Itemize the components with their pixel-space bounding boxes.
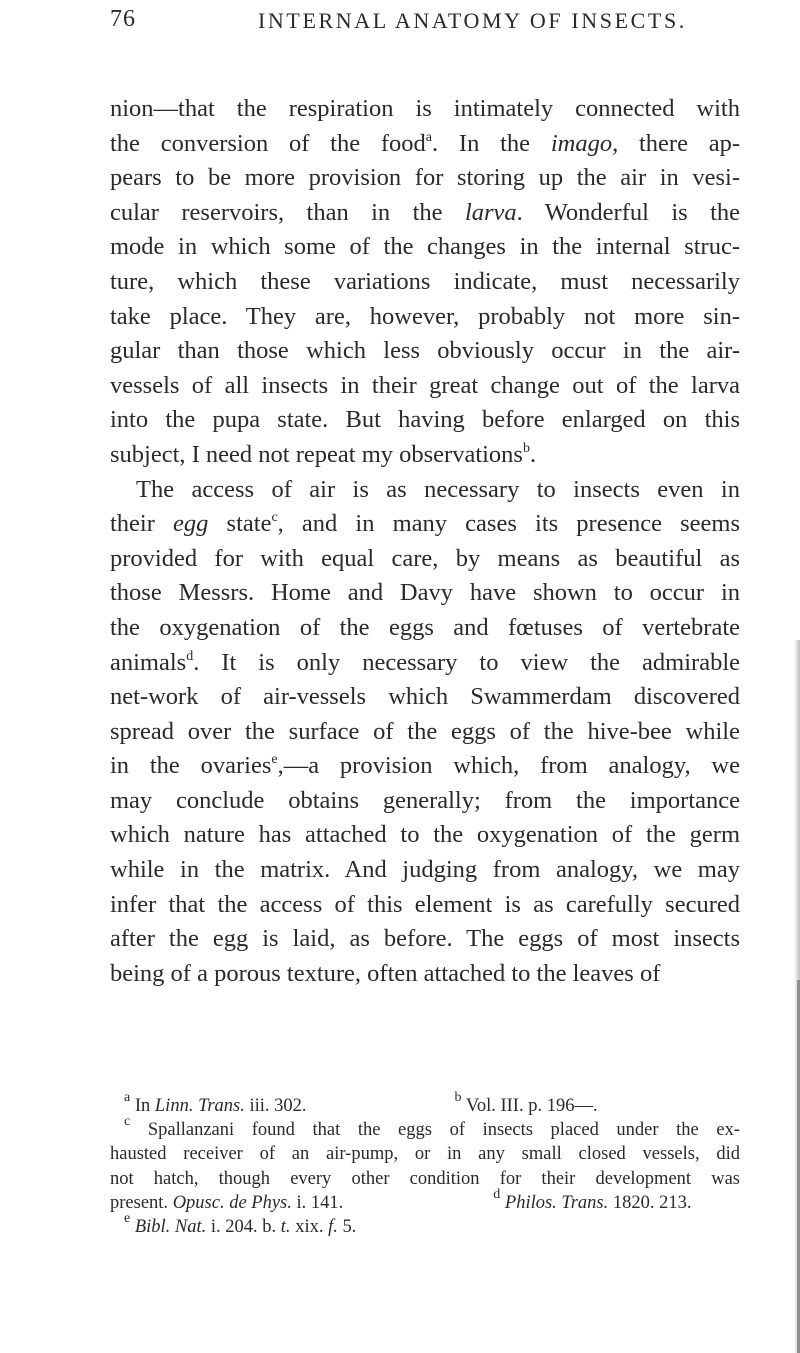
body-line: net-work of air-vessels which Swammerdam discovered (110, 683, 740, 711)
body-line: being of a porous texture, often attached to the leaves of (110, 959, 661, 987)
footnote-e: $^e$ Bibl. Nat. i. 204. b. t. xix. f. 5. (124, 1210, 357, 1237)
footnote-ref[interactable]: a (425, 129, 433, 145)
footnote-c-line: not hatch, though every other condition for their development was (110, 1168, 740, 1189)
body-line: which nature has attached to the oxygenation of the germ (110, 821, 740, 849)
body-line: may conclude obtains generally; from the importance (110, 786, 740, 814)
running-head (110, 6, 730, 46)
body-line: cular reservoirs, than in the larva. Wonderful is the (110, 198, 741, 226)
body-line: spread over the surface of the eggs of the hive-bee while (110, 717, 740, 745)
body-line: those Messrs. Home and Davy have shown to occur in (110, 579, 740, 607)
footnote-c-line: hausted receiver of an air-pump, or in any small closed vessels, did (110, 1144, 740, 1165)
body-line: after the egg is laid, as before. The eggs of most insects (110, 925, 740, 953)
footnote-a-b: $^a$ In Linn. Trans. iii. 302. $^b$ Vol. III. p. 196—. (124, 1090, 598, 1116)
body-line: the conversion of the food$^a$. In the imago, there ap- (110, 129, 741, 157)
body-line: mode in which some of the changes in the internal struc- (110, 233, 740, 261)
footnote-ref[interactable]: c (271, 510, 278, 526)
body-line: subject, I need not repeat my observations$^b$. (110, 440, 537, 468)
footnote-ref[interactable]: e (271, 752, 278, 768)
body-line: infer that the access of this element is as carefully secured (110, 890, 740, 918)
footnote-c-d: present. Opusc. de Phys. i. 141. $^d$ Philos. Trans. 1820. 213. (110, 1186, 692, 1213)
running-title: INTERNAL ANATOMY OF INSECTS. (258, 8, 687, 33)
body-line: vessels of all insects in their great change out of the larva (110, 371, 740, 399)
body-line: take place. They are, however, probably not more sin- (110, 302, 740, 330)
body-line: the oxygenation of the eggs and fœtuses of vertebrate (110, 613, 740, 641)
body-line: The access of air is as necessary to insects even in (136, 475, 740, 503)
body-line: into the pupa state. But having before enlarged on this (110, 406, 740, 434)
body-line: in the ovaries$^e$,—a provision which, from analogy, we (110, 752, 740, 780)
page-number: 76 (110, 6, 136, 32)
body-line: ture, which these variations indicate, must necessarily (110, 267, 740, 295)
footnote-ref[interactable]: d (186, 648, 194, 664)
body-line: animals$^d$. It is only necessary to view the admirable (110, 648, 740, 676)
footnote-ref[interactable]: b (522, 440, 530, 456)
body-line: nion—that the respiration is intimately connected with (110, 95, 740, 122)
footnote-c: $^c$ Spallanzani found that the eggs of insects placed under the ex- (124, 1114, 740, 1141)
body-line: pears to be more provision for storing up the air in vesi- (110, 164, 740, 192)
body-line: provided for with equal care, by means as beautiful as (110, 544, 740, 572)
body-text (110, 92, 740, 991)
body-line: while in the matrix. And judging from analogy, we may (110, 856, 740, 884)
body-line: gular than those which less obviously occur in the air- (110, 337, 740, 365)
body-line: their egg state$^c$, and in many cases its presence seems (110, 510, 740, 538)
footnote-b: Vol. III. p. 196—. (465, 1096, 598, 1116)
footnotes (110, 1090, 740, 1239)
